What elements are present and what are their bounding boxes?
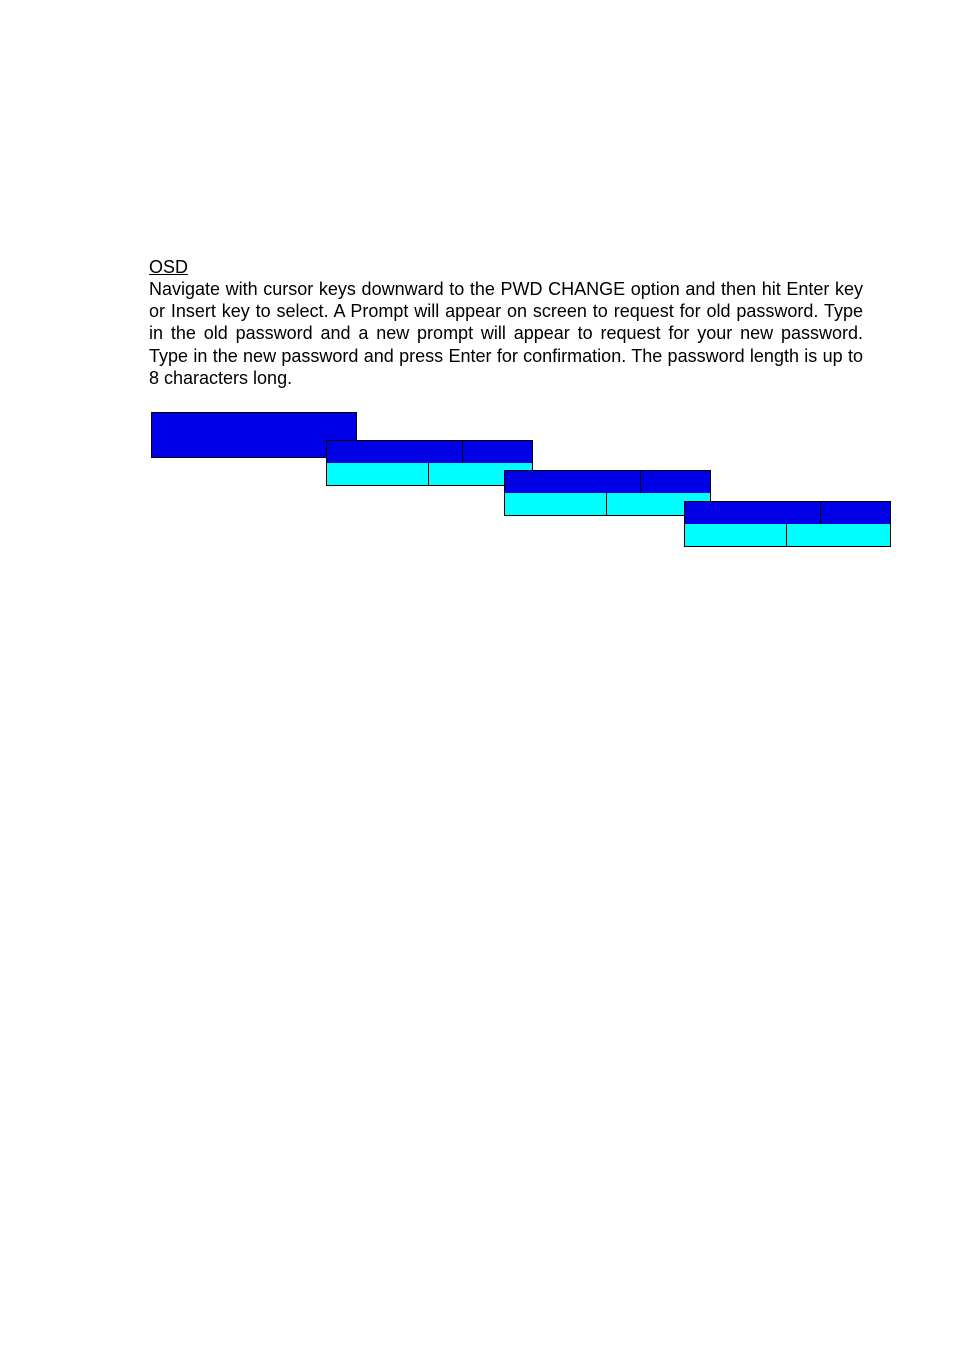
prompt-title-bar <box>504 470 711 494</box>
prompt-input-row <box>684 524 891 547</box>
instructions-paragraph: Navigate with cursor keys downward to the PWD CHANGE option and then hit Enter key or Insert key to select. A Prompt will appear on screen to request for old password. Type in the old password and a new prompt will appear to request for your new password. Type in the new password and press Enter for confirmation. The password length is up to 8 characters long. <box>149 279 863 388</box>
prompt-input-row <box>504 493 711 516</box>
prompt-label-cell <box>684 524 787 547</box>
prompt-title-cell <box>684 501 821 525</box>
password-input[interactable] <box>787 524 891 547</box>
prompt-input-row <box>326 463 533 486</box>
prompt-title-bar <box>326 440 533 464</box>
prompt-label-cell <box>504 493 607 516</box>
prompt-title-side-cell <box>821 501 891 525</box>
prompt-label-cell <box>326 463 429 486</box>
prompt-title-side-cell <box>641 470 711 494</box>
prompt-title-bar <box>684 501 891 525</box>
section-heading: OSD <box>149 257 189 277</box>
prompt-title-cell <box>504 470 641 494</box>
prompt-title-cell <box>326 440 463 464</box>
prompt-title-side-cell <box>463 440 533 464</box>
